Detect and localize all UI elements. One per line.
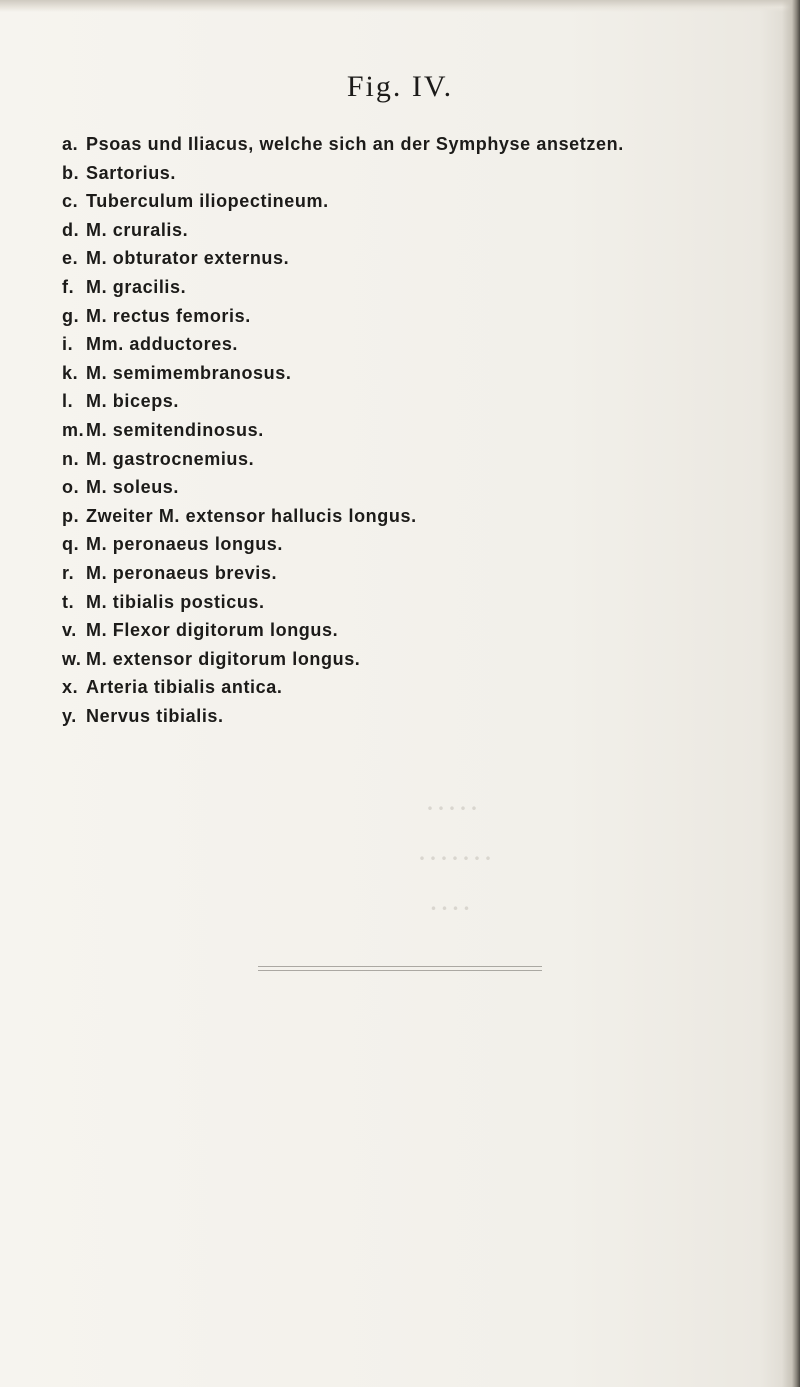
legend-item	[62, 673, 762, 702]
legend-item	[62, 359, 762, 388]
legend-item	[62, 330, 762, 359]
legend-key: p.	[62, 505, 80, 526]
legend-key: g.	[62, 305, 80, 326]
legend-key: w.	[62, 648, 82, 669]
show-through-text: . . . . . . .	[419, 840, 491, 865]
legend-text: M. extensor digitorum longus.	[86, 648, 361, 669]
legend-key: x.	[62, 677, 79, 698]
legend-key: d.	[62, 219, 80, 240]
legend-text: M. Flexor digitorum longus.	[86, 620, 339, 641]
legend-text: M. gracilis.	[86, 276, 187, 297]
legend-key: k.	[62, 362, 79, 383]
legend-text: Nervus tibialis.	[86, 705, 224, 726]
legend-item	[62, 216, 762, 245]
show-through-text: . . . . .	[427, 790, 477, 815]
legend-text: M. cruralis.	[86, 219, 189, 240]
legend-item	[62, 473, 762, 502]
legend-text: Psoas und Iliacus, welche sich an der Symphyse ansetzen.	[86, 134, 624, 154]
legend-text: M. obturator externus.	[86, 248, 290, 269]
legend-text: M. soleus.	[86, 477, 180, 498]
legend-item	[62, 645, 762, 674]
divider-rule	[258, 966, 542, 971]
legend-text: Sartorius.	[86, 162, 177, 183]
legend-item	[62, 616, 762, 645]
figure-legend	[62, 130, 762, 730]
figure-title: Fig. IV.	[346, 70, 454, 103]
legend-item	[62, 273, 762, 302]
legend-item	[62, 187, 762, 216]
legend-item	[62, 530, 762, 559]
legend-item	[62, 702, 762, 731]
legend-text: Mm. adductores.	[86, 334, 239, 355]
legend-key: t.	[62, 591, 75, 612]
legend-key: l.	[62, 391, 74, 412]
legend-text: M. peronaeus longus.	[86, 534, 284, 555]
legend-key: i.	[62, 334, 74, 355]
legend-key: f.	[62, 276, 75, 297]
legend-key: b.	[62, 162, 80, 183]
legend-text: M. semitendinosus.	[86, 419, 264, 440]
legend-text: Tuberculum iliopectineum.	[86, 191, 329, 212]
legend-item	[62, 588, 762, 617]
legend-key: v.	[62, 620, 77, 641]
legend-item	[62, 130, 762, 159]
legend-key: a.	[62, 134, 79, 154]
legend-item	[62, 559, 762, 588]
legend-text: M. peronaeus brevis.	[86, 562, 278, 583]
legend-text: M. rectus femoris.	[86, 305, 251, 326]
page-binding-edge	[782, 0, 800, 1387]
legend-item	[62, 502, 762, 531]
legend-key: n.	[62, 448, 80, 469]
legend-item	[62, 416, 762, 445]
legend-key: r.	[62, 562, 75, 583]
legend-item	[62, 445, 762, 474]
legend-text: M. gastrocnemius.	[86, 448, 255, 469]
legend-key: y.	[62, 705, 77, 726]
legend-key: e.	[62, 248, 79, 269]
page-top-edge	[0, 0, 800, 12]
legend-item	[62, 159, 762, 188]
legend-item	[62, 302, 762, 331]
legend-item	[62, 387, 762, 416]
legend-key: o.	[62, 477, 80, 498]
legend-text: Zweiter M. extensor hallucis longus.	[86, 505, 417, 526]
legend-text: M. biceps.	[86, 391, 180, 412]
legend-item	[62, 244, 762, 273]
legend-key: c.	[62, 191, 79, 212]
legend-text: Arteria tibialis antica.	[86, 677, 283, 698]
legend-text: M. semimembranosus.	[86, 362, 292, 383]
legend-key: m.	[62, 419, 85, 440]
legend-key: q.	[62, 534, 80, 555]
legend-text: M. tibialis posticus.	[86, 591, 265, 612]
show-through-text: . . . .	[430, 890, 470, 915]
